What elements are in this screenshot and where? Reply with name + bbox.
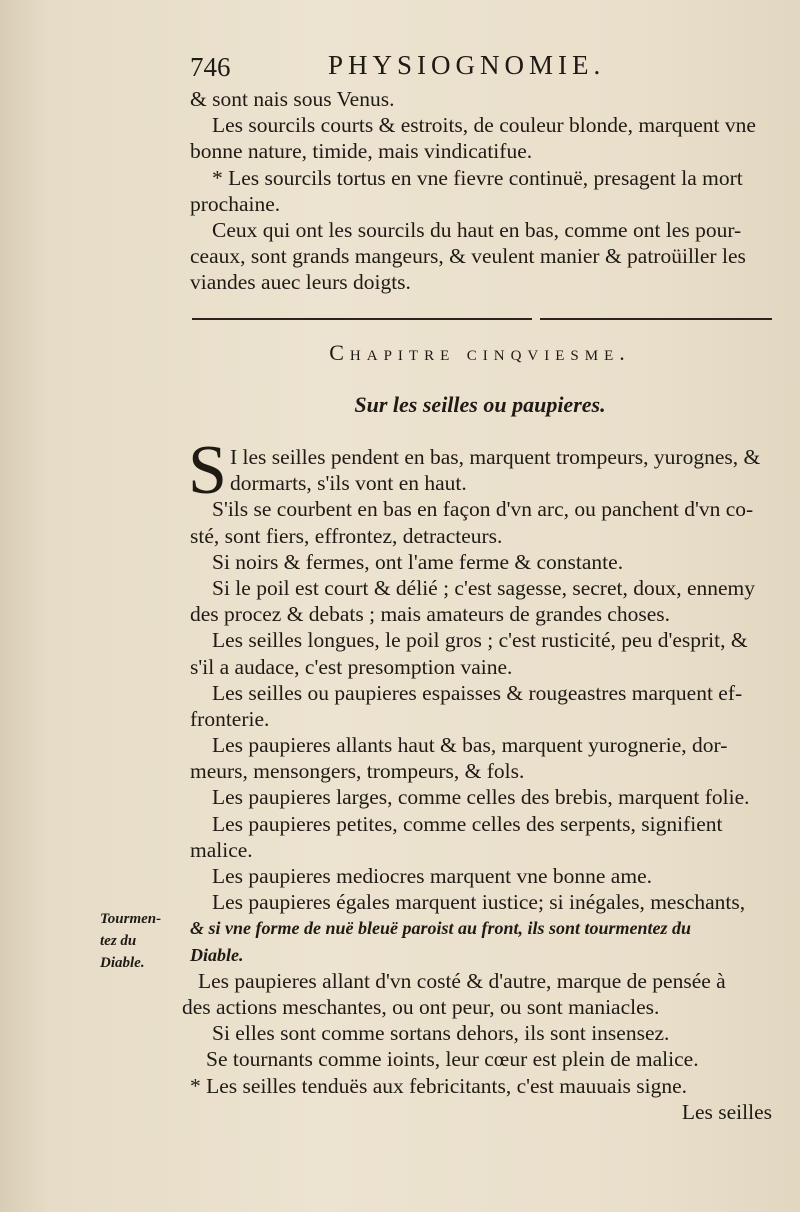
text-line: Les paupieres mediocres marquent vne bonne ame. [212,864,652,888]
chapter-subtitle: Sur les seilles ou paupieres. [354,392,606,417]
divider-rule [540,318,772,320]
text-line: malice. [190,837,253,862]
text-line: des procez & debats ; mais amateurs de grandes choses. [190,602,671,627]
text-line: Les seilles longues, le poil gros ; c'est rusticité, peu d'esprit, & [212,628,748,653]
text-line: des actions meschantes, ou ont peur, ou sont maniacles. [182,994,660,1019]
text-line: Si noirs & fermes, ont l'ame ferme & constante. [212,549,624,574]
text-line: viandes auec leurs doigts. [190,270,411,295]
text-line: sté, sont fiers, effrontez, detracteurs. [190,523,503,548]
marginal-note-line: tez du [100,933,137,949]
text-line: fronterie. [190,706,270,731]
text-line: meurs, mensongers, trompeurs, & fols. [190,759,525,784]
text-line: I les seilles pendent en bas, marquent trompeurs, yurognes, & [230,445,761,469]
body-paragraphs [182,444,780,1125]
text-line: Les sourcils courts & estroits, de couleur blonde, marquent vne [212,113,756,138]
text-line: dormarts, s'ils vont en haut. [230,471,467,496]
text-line: prochaine. [190,191,281,216]
text-line: Les paupieres allant d'vn costé & d'autre, marque de pensée à [198,968,726,993]
page-header [190,50,770,86]
marginal-note-line: Tourmen- [100,911,162,927]
text-line: Les seilles ou paupieres espaisses & rougeastres marquent ef- [212,680,743,705]
text-line: & si vne forme de nuë bleuë paroist au front, ils sont tourmentez du [190,918,692,939]
drop-cap: S [188,432,227,509]
text-line: s'il a audace, c'est presomption vaine. [190,654,513,679]
page-number: 746 [190,52,231,82]
text-line: & sont nais sous Venus. [190,87,395,111]
text-line: Diable. [190,944,244,965]
text-line: Si elles sont comme sortans dehors, ils sont insensez. [212,1021,670,1046]
text-line: Si le poil est court & délié ; c'est sagesse, secret, doux, ennemy [212,575,756,600]
text-line: bonne nature, timide, mais vindicatifue. [190,139,533,164]
chapter-title: Chapitre cinqviesme. [329,340,631,365]
text-line: Les paupieres allants haut & bas, marquent yurognerie, dor- [212,733,728,758]
text-line: Les paupieres larges, comme celles des brebis, marquent folie. [212,785,750,810]
top-paragraphs [190,86,780,296]
text-line: Ceux qui ont les sourcils du haut en bas, comme ont les pour- [212,217,742,242]
running-title: PHYSIOGNOMIE. [328,50,606,80]
marginal-note [100,908,170,974]
marginal-note-line: Diable. [100,955,145,971]
text-line: Se tournants comme ioints, leur cœur est plein de malice. [206,1047,699,1072]
catchword: Les seilles [681,1099,772,1124]
text-line: Les paupieres petites, comme celles des serpents, signifient [212,811,723,836]
text-line: * Les seilles tenduës aux febricitants, c'est mauuais signe. [190,1073,688,1098]
text-line: * Les sourcils tortus en vne fievre continuë, presagent la mort [212,165,743,190]
text-line: Les paupieres égales marquent iustice; si inégales, meschants, [212,890,746,915]
text-line: S'ils se courbent en bas en façon d'vn arc, ou panchent d'vn co- [212,497,754,522]
text-line: ceaux, sont grands mangeurs, & veulent manier & patroüiller les [190,244,746,269]
divider-rule [192,318,532,320]
